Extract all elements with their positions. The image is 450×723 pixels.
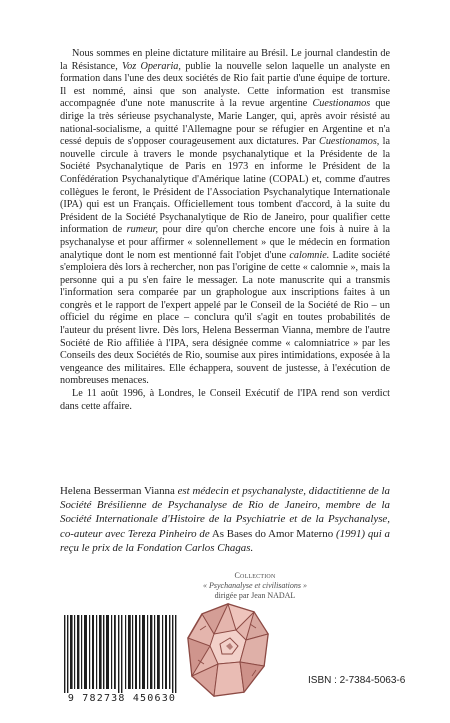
coauthored-book-title: As Bases do Amor Materno — [211, 527, 334, 540]
barcode-number: 9 782738 450630 — [67, 693, 177, 704]
collection-director: dirigée par Jean NADAL — [214, 591, 296, 600]
barcode — [58, 615, 186, 707]
emphasis-calomnie: calomnie. — [289, 249, 330, 261]
summary-paragraph-1: Nous sommes en pleine dictature militaire au Brésil. Le journal clandestin de la Résistance, Voz Operaria, publie la nouvelle selon laquelle un analyste en formation dans l'une des deux sociétés de Rio fait partie d'une équipe de torture. Il est nommé, ainsi que son analyste. Cette information est transmise accompagnée d'une note manuscrite à la revue argentine Cuestionamos que dirige la très sérieuse psychanalyste, Marie Langer, qui, après avoir résisté au national-socialisme, a quitté l'Allemagne pour se réfugier en Argentine et n'a cessé depuis de s'opposer courageusement aux dictatures. Par Cuestionamos, la nouvelle circule à travers le monde psychanalytique et la Présidente de la Société Psychanalytique de Paris en 1973 en informe le Président de la Confédération Psychanalytique d'Amérique latine (COPAL) et, comme d'autres collègues le feront, le Président de l'Association Psychanalytique Internationale (IPA) qui est un Français. Officiellement tous tombent d'accord, à la suite du Président de la Société Psychanalytique de Rio de Janeiro, pour qualifier cette information de rumeur, pour dire qu'on cherche encore une fois à nuire à la psychanalyse et pour affirmer « solennellement » que le médecin en formation analytique dont le nom est mentionné fait l'objet d'une calomnie. Ladite société s'emploiera dès lors à rechercher, non pas l'origine de cette « calomnie », mais la personne qui a pu s'en faire le messager. La note manuscrite qui a transmis l'information sera comparée par un graphologue aux inscriptions faites à un congrès et le rapport de l'expert appelé par le Conseil de la Société de Rio – un officiel du régime en place – conclura qu'il s'agit en toutes probabilités de l'auteur du présent livre. Dès lors, Helena Besserman Vianna, membre de l'autre Société de Rio affiliée à l'IPA, sera désignée comme « calomniatrice » par les Conseils des deux Sociétés de Rio, soumise aux pires intimidations, exposée à la vengeance des militaires. Elle échappera, souvent de justesse, à l'exécution de nombreuses menaces. — [60, 48, 391, 387]
journal-title: Cuestionamos — [312, 98, 371, 110]
ean-barcode-icon — [58, 615, 186, 695]
author-name: Helena Besserman Vianna — [60, 485, 175, 497]
collection-info — [190, 571, 320, 601]
emphasis-rumeur: rumeur, — [126, 224, 159, 236]
author-bio: Helena Besserman Vianna est médecin et psychanalyste, didactitienne de la Société Brésilienne de Psychanalyse de Rio de Janeiro, membre de la Société Internationale d'Histoire de la Psychiatrie et de la Psychanalyse, co-auteur avec Tereza Pinheiro de As Bases do Amor Materno (1991) qui a reçu le prix de la Fondation Carlos Chagas. — [60, 485, 390, 554]
summary-text — [60, 48, 390, 413]
isbn-number: ISBN : 2-7384-5063-6 — [308, 675, 406, 686]
crystal-rock-emblem-icon — [180, 600, 275, 700]
journal-title-2: Cuestionamos, — [319, 136, 380, 148]
collection-title: « Psychanalyse et civilisations » — [203, 581, 307, 590]
summary-paragraph-2: Le 11 août 1996, à Londres, le Conseil Exécutif de l'IPA rend son verdict dans cette affaire. — [60, 388, 390, 412]
newspaper-title: Voz Operaria, — [122, 60, 181, 72]
collection-label: Collection — [234, 571, 276, 580]
